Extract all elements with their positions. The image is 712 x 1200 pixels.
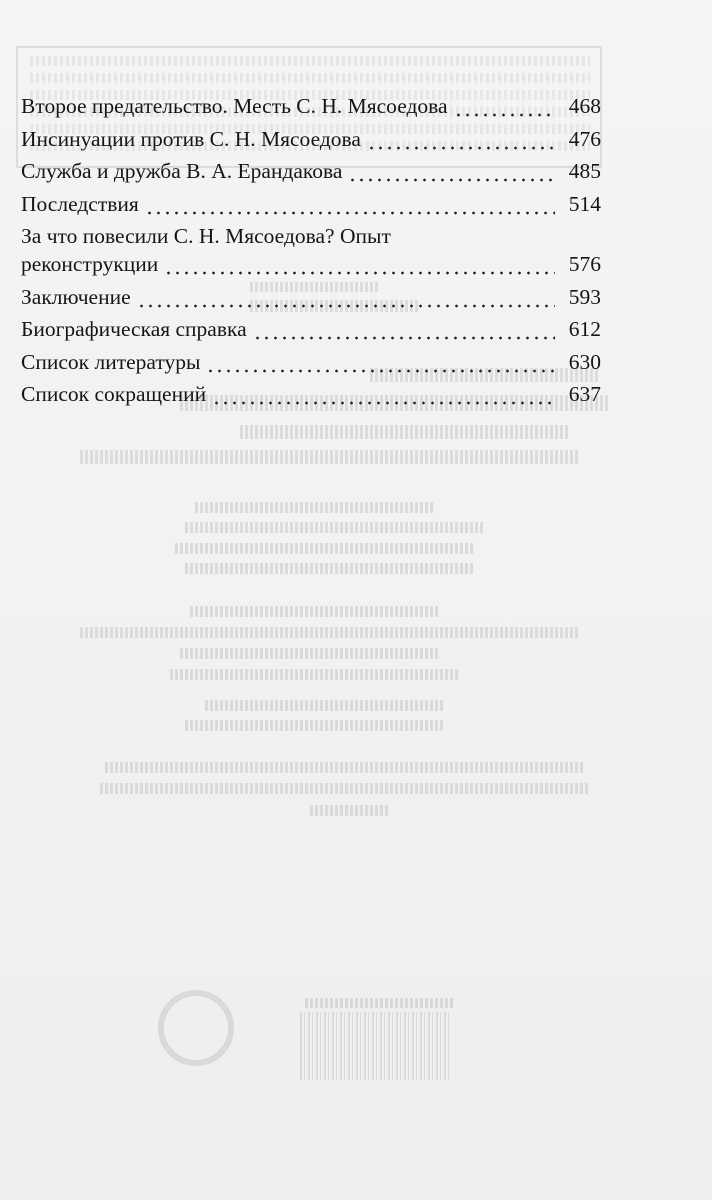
toc-title-line: [21, 283, 561, 311]
toc-title-block: [21, 92, 561, 120]
toc-title-line: [21, 315, 561, 343]
toc-page-number: 612: [568, 317, 601, 341]
toc-title-block: [21, 125, 561, 153]
toc-entry-title: Список литературы: [21, 349, 201, 374]
toc-title-block: [21, 380, 561, 408]
toc-dot-leader: [253, 315, 555, 343]
ghost-line: [185, 563, 475, 574]
toc-title-block: [21, 315, 561, 343]
toc-dot-leader: [367, 125, 555, 153]
ghost-line: [105, 762, 585, 773]
ghost-barcode: [300, 1012, 452, 1080]
toc-entry: [21, 222, 601, 278]
toc-dot-leader: [212, 380, 555, 408]
toc-title-block: [21, 348, 561, 376]
toc-entry: [21, 92, 601, 120]
ghost-line: [80, 627, 580, 638]
toc-dot-leader: [206, 348, 555, 376]
toc-dot-leader: [454, 92, 555, 120]
ghost-line: [185, 720, 445, 731]
toc-page-number: 593: [568, 284, 601, 309]
toc-entry-title-line1: За что повесили С. Н. Мясоедова? Опыт: [21, 224, 391, 248]
toc-entry-title: реконструкции: [21, 252, 159, 276]
toc-entry-title: Служба и дружба В. А. Ерандакова: [21, 159, 343, 183]
ghost-line: [80, 450, 580, 464]
toc-page-number: 485: [568, 159, 601, 183]
toc-entry-title: Инсинуации против С. Н. Мясоедова: [21, 126, 361, 151]
ghost-line: [100, 783, 590, 794]
toc-page-number: 468: [568, 94, 601, 118]
toc-entry-title: Заключение: [21, 284, 131, 309]
ghost-line: [305, 998, 455, 1008]
toc-dot-leader: [348, 157, 555, 185]
toc-entry: [21, 125, 601, 153]
toc-title-line: [21, 190, 561, 218]
toc-entry: [21, 315, 601, 343]
toc-title-block: [21, 190, 561, 218]
ghost-line: [240, 425, 570, 439]
toc-page-number: 476: [568, 126, 601, 151]
ghost-age-rating-badge: [158, 990, 234, 1066]
toc-entry: [21, 283, 601, 311]
toc-title-line: [21, 380, 561, 408]
toc-title-line: [21, 92, 561, 120]
toc-page-number: 630: [568, 349, 601, 374]
toc-title-line: [21, 157, 561, 185]
toc-title-block: [21, 222, 561, 278]
toc-title-block: [21, 283, 561, 311]
toc-dot-leader: [164, 250, 555, 278]
toc-entry-title: Второе предательство. Месть С. Н. Мясоедова: [21, 94, 448, 118]
ghost-line: [175, 543, 475, 554]
toc-entry-title: Список сокращений: [21, 382, 207, 406]
toc-dot-leader: [145, 190, 555, 218]
toc-page-number: 576: [568, 252, 601, 276]
toc-page-number: 514: [568, 191, 601, 216]
toc-title-line: [21, 348, 561, 376]
ghost-line: [310, 805, 390, 816]
ghost-line: [205, 700, 445, 711]
toc-entry: [21, 190, 601, 218]
toc-title-line: [21, 125, 561, 153]
toc-entry: [21, 348, 601, 376]
toc-dot-leader: [137, 283, 555, 311]
ghost-line: [185, 522, 485, 533]
ghost-line: [170, 669, 460, 680]
toc-title-line: [21, 250, 561, 278]
toc-entry: [21, 157, 601, 185]
ghost-line: [180, 648, 440, 659]
ghost-line: [190, 606, 440, 617]
toc-entry-title: Биографическая справка: [21, 317, 247, 341]
toc-entry-title: Последствия: [21, 191, 139, 216]
toc-title-block: [21, 157, 561, 185]
toc-entry: [21, 380, 601, 408]
table-of-contents: [21, 92, 601, 408]
ghost-line: [195, 502, 435, 513]
toc-page-number: 637: [568, 382, 601, 406]
